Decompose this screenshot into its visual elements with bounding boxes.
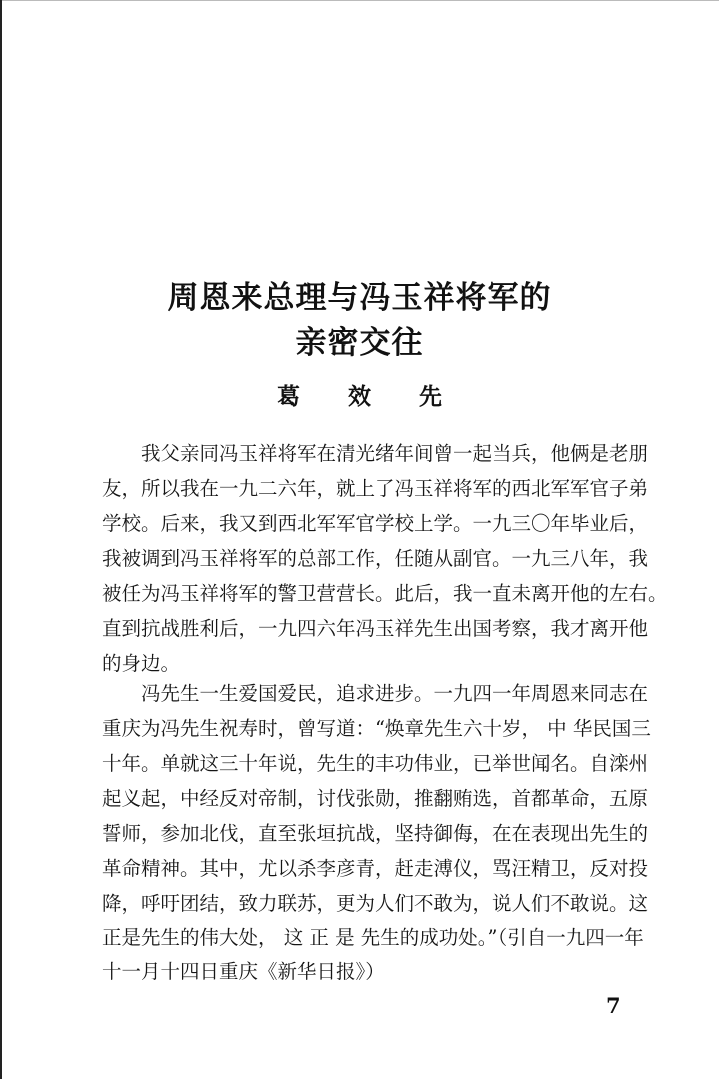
page-top-edge xyxy=(2,0,719,1)
paragraph-2-line: 冯先生一生爱国爱民，追求进步。一九四一年周恩来同志在 xyxy=(141,682,649,705)
paragraph-2-line: 正是先生的伟大处， 这 正 是 先生的成功处。”（引自一九四一年 xyxy=(102,926,644,949)
page-left-edge xyxy=(0,0,2,1079)
paragraph-2-line: 十年。单就这三十年说，先生的丰功伟业，已举世闻名。自滦州 xyxy=(102,752,649,775)
paragraph-1-line: 学校。后来，我又到西北军军官学校上学。一九三〇年毕业后， xyxy=(102,512,649,535)
paragraph-2-line: 起义起，中经反对帝制，讨伐张勋，推翻贿选，首都革命，五原 xyxy=(102,787,649,810)
paragraph-1-line: 友，所以我在一九二六年，就上了冯玉祥将军的西北军军官子弟 xyxy=(102,477,649,500)
paragraph-1-line: 的身边。 xyxy=(102,652,181,675)
paragraph-1-line: 被任为冯玉祥将军的警卫营营长。此后，我一直未离开他的左右。 xyxy=(102,582,668,605)
paragraph-1-line: 直到抗战胜利后，一九四六年冯玉祥先生出国考察，我才离开他 xyxy=(102,617,649,640)
paragraph-2-line: 降，呼吁团结，致力联苏，更为人们不敢为，说人们不敢说。这 xyxy=(102,892,649,915)
page-number: 7 xyxy=(606,993,621,1018)
paragraph-2-line: 誓师，参加北伐，直至张垣抗战，坚持御侮，在在表现出先生的 xyxy=(102,822,649,845)
paragraph-2-line: 十一月十四日重庆《新华日报》） xyxy=(102,960,385,983)
paragraph-1-line: 我父亲同冯玉祥将军在清光绪年间曾一起当兵，他俩是老朋 xyxy=(141,442,649,465)
paragraph-2-line: 重庆为冯先生祝寿时，曾写道：“焕章先生六十岁， 中 华民国三 xyxy=(102,717,651,740)
article-title-line-2: 亲密交往 xyxy=(295,325,424,361)
author-name: 葛 效 先 xyxy=(276,383,462,410)
article-title-line-1: 周恩来总理与冯玉祥将军的 xyxy=(167,280,552,316)
paragraph-1-line: 我被调到冯玉祥将军的总部工作，任随从副官。一九三八年，我 xyxy=(102,547,649,570)
paragraph-2-line: 革命精神。其中，尤以杀李彦青，赶走溥仪，骂汪精卫，反对投 xyxy=(102,857,649,880)
